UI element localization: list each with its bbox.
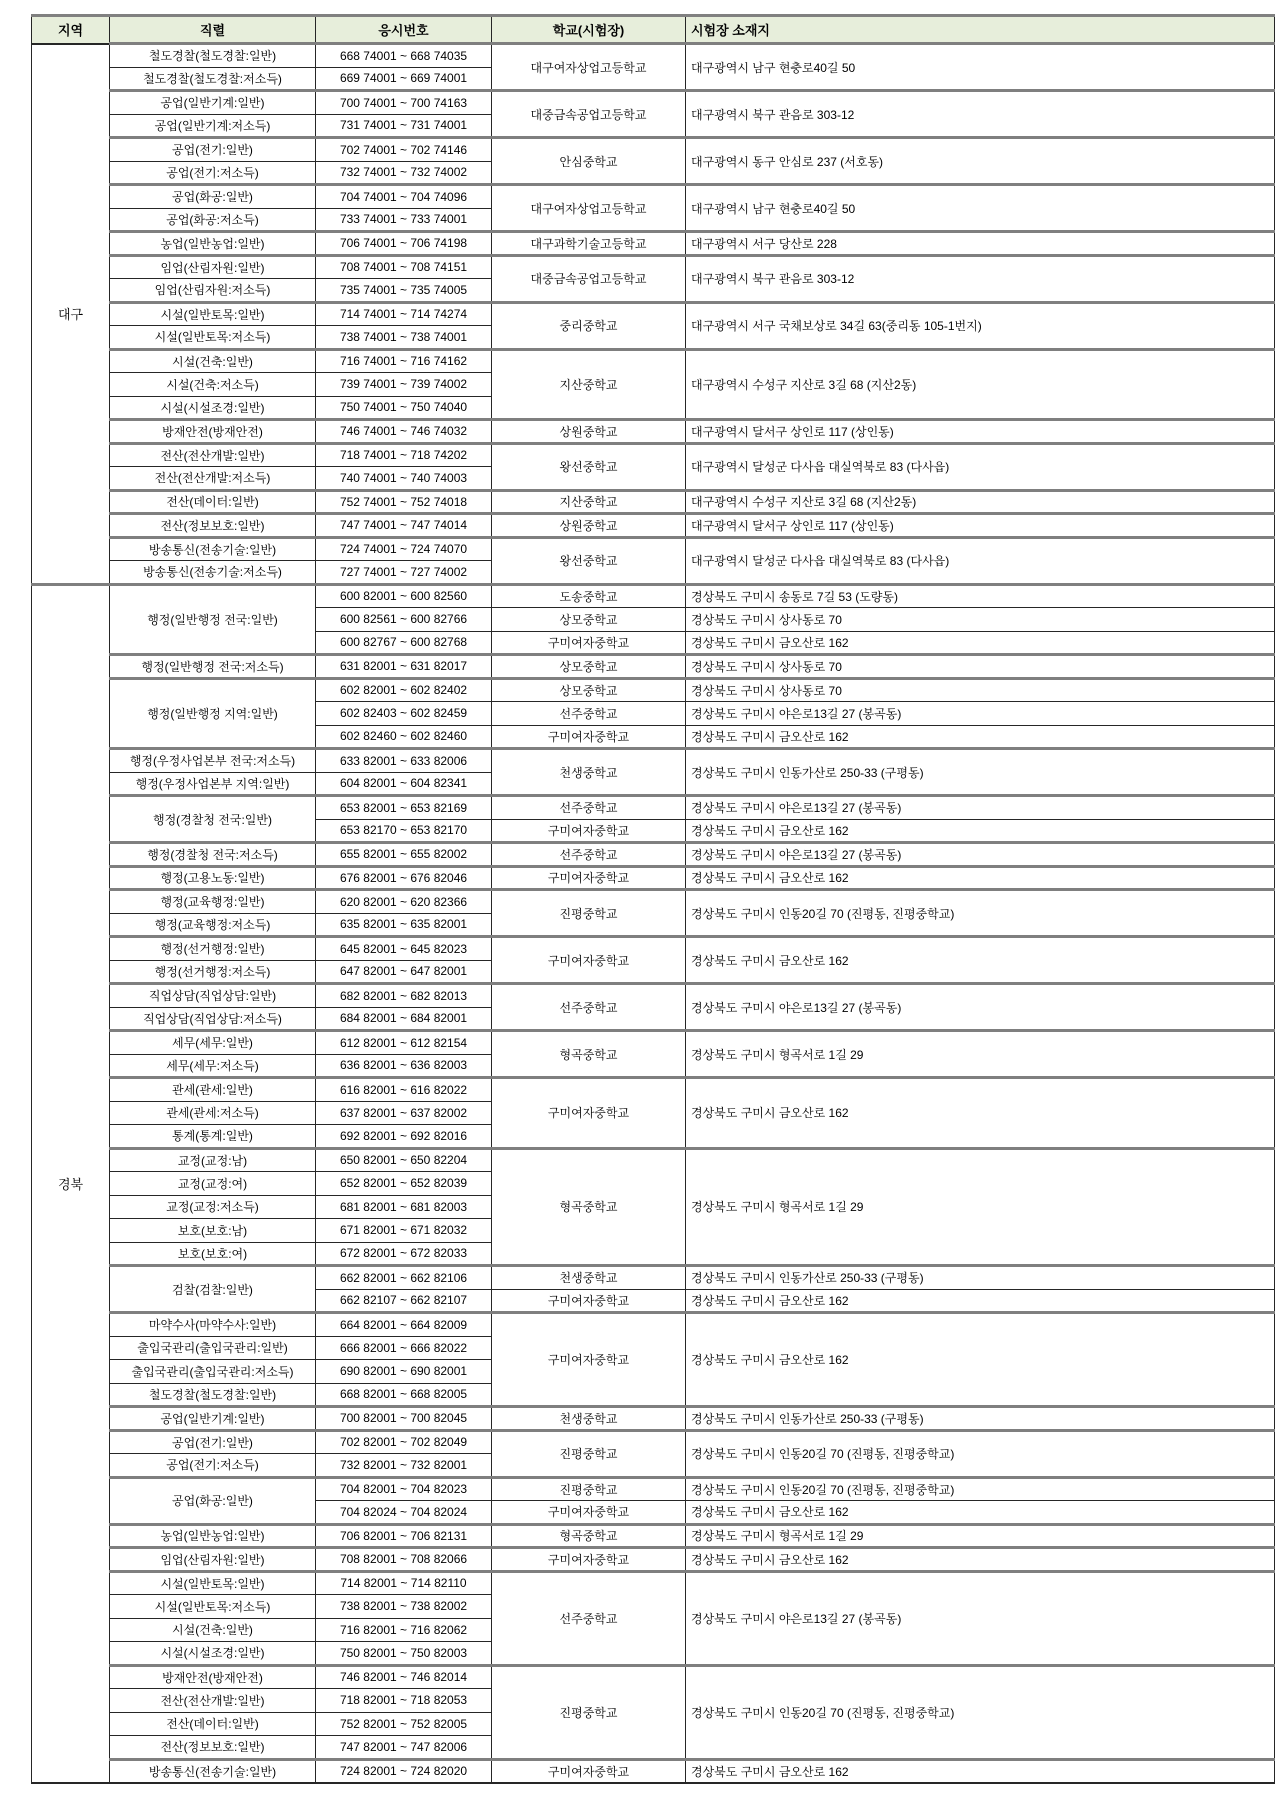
school-cell: 선주중학교 — [492, 796, 686, 820]
range-cell: 752 82001 ~ 752 82005 — [316, 1712, 492, 1736]
address-cell: 대구광역시 수성구 지산로 3길 68 (지산2동) — [686, 490, 1275, 514]
series-cell: 공업(화공:일반) — [110, 185, 316, 209]
range-cell: 612 82001 ~ 612 82154 — [316, 1031, 492, 1055]
series-cell: 방송통신(전송기술:일반) — [110, 537, 316, 561]
range-cell: 724 82001 ~ 724 82020 — [316, 1759, 492, 1783]
table-row — [32, 937, 1275, 961]
series-cell: 행정(교육행정:일반) — [110, 890, 316, 914]
range-cell: 752 74001 ~ 752 74018 — [316, 490, 492, 514]
series-cell: 공업(일반기계:일반) — [110, 1407, 316, 1431]
address-cell: 경상북도 구미시 금오산로 162 — [686, 819, 1275, 843]
table-row — [32, 984, 1275, 1008]
address-cell: 경상북도 구미시 야은로13길 27 (봉곡동) — [686, 984, 1275, 1031]
school-cell: 진평중학교 — [492, 890, 686, 937]
school-cell: 구미여자중학교 — [492, 725, 686, 749]
school-cell: 대구여자상업고등학교 — [492, 185, 686, 232]
school-cell: 진평중학교 — [492, 1430, 686, 1477]
range-cell: 706 82001 ~ 706 82131 — [316, 1524, 492, 1548]
range-cell: 727 74001 ~ 727 74002 — [316, 561, 492, 585]
series-cell: 행정(우정사업본부 지역:일반) — [110, 772, 316, 796]
school-cell: 대중금속공업고등학교 — [492, 255, 686, 302]
table-row — [32, 1148, 1275, 1172]
school-cell: 진평중학교 — [492, 1665, 686, 1759]
series-cell: 행정(일반행정 지역:일반) — [110, 678, 316, 749]
school-cell: 상모중학교 — [492, 678, 686, 702]
school-cell: 상원중학교 — [492, 514, 686, 538]
address-cell: 경상북도 구미시 야은로13길 27 (봉곡동) — [686, 843, 1275, 867]
range-cell: 645 82001 ~ 645 82023 — [316, 937, 492, 961]
range-cell: 664 82001 ~ 664 82009 — [316, 1313, 492, 1337]
school-cell: 구미여자중학교 — [492, 866, 686, 890]
range-cell: 735 74001 ~ 735 74005 — [316, 279, 492, 303]
table-row — [32, 1548, 1275, 1572]
range-cell: 668 74001 ~ 668 74035 — [316, 44, 492, 68]
table-row — [32, 866, 1275, 890]
table-row — [32, 1665, 1275, 1689]
address-cell: 경상북도 구미시 상사동로 70 — [686, 608, 1275, 632]
range-cell: 602 82460 ~ 602 82460 — [316, 725, 492, 749]
address-cell: 경상북도 구미시 형곡서로 1길 29 — [686, 1031, 1275, 1078]
school-cell: 구미여자중학교 — [492, 1289, 686, 1313]
series-cell: 행정(경찰청 전국:저소득) — [110, 843, 316, 867]
school-cell: 상모중학교 — [492, 608, 686, 632]
range-cell: 704 82001 ~ 704 82023 — [316, 1477, 492, 1501]
school-cell: 선주중학교 — [492, 984, 686, 1031]
series-cell: 교정(교정:저소득) — [110, 1195, 316, 1219]
table-row — [32, 843, 1275, 867]
table-row — [32, 1266, 1275, 1290]
series-cell: 시설(건축:일반) — [110, 349, 316, 373]
table-row — [32, 1477, 1275, 1501]
range-cell: 702 82001 ~ 702 82049 — [316, 1430, 492, 1454]
school-cell: 왕선중학교 — [492, 537, 686, 584]
range-cell: 666 82001 ~ 666 82022 — [316, 1336, 492, 1360]
series-cell: 행정(일반행정 전국:일반) — [110, 584, 316, 655]
series-cell: 보호(보호:여) — [110, 1242, 316, 1266]
range-cell: 650 82001 ~ 650 82204 — [316, 1148, 492, 1172]
address-cell: 경상북도 구미시 인동가산로 250-33 (구평동) — [686, 749, 1275, 796]
range-cell: 732 82001 ~ 732 82001 — [316, 1454, 492, 1478]
range-cell: 704 74001 ~ 704 74096 — [316, 185, 492, 209]
series-cell: 방재안전(방재안전) — [110, 1665, 316, 1689]
range-cell: 692 82001 ~ 692 82016 — [316, 1125, 492, 1149]
series-cell: 공업(일반기계:저소득) — [110, 114, 316, 138]
series-cell: 세무(세무:일반) — [110, 1031, 316, 1055]
table-row — [32, 1078, 1275, 1102]
school-cell: 중리중학교 — [492, 302, 686, 349]
table-row — [32, 44, 1275, 68]
school-cell: 형곡중학교 — [492, 1148, 686, 1266]
address-cell: 경상북도 구미시 야은로13길 27 (봉곡동) — [686, 702, 1275, 726]
range-cell: 739 74001 ~ 739 74002 — [316, 373, 492, 397]
range-cell: 600 82001 ~ 600 82560 — [316, 584, 492, 608]
series-cell: 시설(일반토목:저소득) — [110, 326, 316, 350]
range-cell: 732 74001 ~ 732 74002 — [316, 161, 492, 185]
address-cell: 경상북도 구미시 금오산로 162 — [686, 631, 1275, 655]
series-cell: 전산(전산개발:일반) — [110, 443, 316, 467]
series-cell: 시설(일반토목:일반) — [110, 302, 316, 326]
table-row — [32, 890, 1275, 914]
series-cell: 교정(교정:여) — [110, 1172, 316, 1196]
series-cell: 시설(시설조경:일반) — [110, 1642, 316, 1666]
address-cell: 경상북도 구미시 인동20길 70 (진평동, 진평중학교) — [686, 1477, 1275, 1501]
address-cell: 대구광역시 달성군 다사읍 대실역북로 83 (다사읍) — [686, 537, 1275, 584]
series-cell: 출입국관리(출입국관리:일반) — [110, 1336, 316, 1360]
school-cell: 상원중학교 — [492, 420, 686, 444]
table-row — [32, 255, 1275, 279]
range-cell: 620 82001 ~ 620 82366 — [316, 890, 492, 914]
table-row — [32, 138, 1275, 162]
range-cell: 706 74001 ~ 706 74198 — [316, 232, 492, 256]
series-cell: 전산(전산개발:저소득) — [110, 467, 316, 491]
series-cell: 공업(전기:저소득) — [110, 1454, 316, 1478]
range-cell: 682 82001 ~ 682 82013 — [316, 984, 492, 1008]
range-cell: 635 82001 ~ 635 82001 — [316, 913, 492, 937]
series-cell: 철도경찰(철도경찰:저소득) — [110, 67, 316, 91]
address-cell: 경상북도 구미시 금오산로 162 — [686, 866, 1275, 890]
table-row — [32, 185, 1275, 209]
series-cell: 행정(경찰청 전국:일반) — [110, 796, 316, 843]
series-cell: 철도경찰(철도경찰:일반) — [110, 44, 316, 68]
series-cell: 검찰(검찰:일반) — [110, 1266, 316, 1313]
address-cell: 경상북도 구미시 금오산로 162 — [686, 1759, 1275, 1783]
series-cell: 시설(일반토목:일반) — [110, 1571, 316, 1595]
table-header — [32, 16, 1275, 44]
address-cell: 경상북도 구미시 금오산로 162 — [686, 1313, 1275, 1407]
range-cell: 738 82001 ~ 738 82002 — [316, 1595, 492, 1619]
address-cell: 경상북도 구미시 인동20길 70 (진평동, 진평중학교) — [686, 1665, 1275, 1759]
address-cell: 대구광역시 달서구 상인로 117 (상인동) — [686, 420, 1275, 444]
table-row — [32, 443, 1275, 467]
address-cell: 경상북도 구미시 형곡서로 1길 29 — [686, 1524, 1275, 1548]
table-row — [32, 749, 1275, 773]
address-cell: 경상북도 구미시 야은로13길 27 (봉곡동) — [686, 796, 1275, 820]
range-cell: 746 74001 ~ 746 74032 — [316, 420, 492, 444]
address-cell: 경상북도 구미시 금오산로 162 — [686, 1501, 1275, 1525]
school-cell: 구미여자중학교 — [492, 1548, 686, 1572]
series-cell: 임업(산림자원:일반) — [110, 1548, 316, 1572]
table-row — [32, 537, 1275, 561]
school-cell: 형곡중학교 — [492, 1031, 686, 1078]
school-cell: 안심중학교 — [492, 138, 686, 185]
range-cell: 647 82001 ~ 647 82001 — [316, 960, 492, 984]
school-cell: 구미여자중학교 — [492, 1501, 686, 1525]
range-cell: 633 82001 ~ 633 82006 — [316, 749, 492, 773]
region-cell: 경북 — [32, 584, 110, 1783]
table-row — [32, 1313, 1275, 1337]
header-row — [32, 16, 1275, 44]
series-cell: 행정(우정사업본부 전국:저소득) — [110, 749, 316, 773]
region-cell: 대구 — [32, 44, 110, 585]
range-cell: 637 82001 ~ 637 82002 — [316, 1101, 492, 1125]
range-cell: 690 82001 ~ 690 82001 — [316, 1360, 492, 1384]
table-row — [32, 584, 1275, 608]
series-cell: 직업상담(직업상담:저소득) — [110, 1007, 316, 1031]
series-cell: 시설(건축:저소득) — [110, 373, 316, 397]
range-cell: 738 74001 ~ 738 74001 — [316, 326, 492, 350]
school-cell: 선주중학교 — [492, 702, 686, 726]
table-row — [32, 490, 1275, 514]
series-cell: 통계(통계:일반) — [110, 1125, 316, 1149]
range-cell: 662 82107 ~ 662 82107 — [316, 1289, 492, 1313]
range-cell: 672 82001 ~ 672 82033 — [316, 1242, 492, 1266]
school-cell: 지산중학교 — [492, 490, 686, 514]
range-cell: 708 74001 ~ 708 74151 — [316, 255, 492, 279]
school-cell: 구미여자중학교 — [492, 631, 686, 655]
school-cell: 진평중학교 — [492, 1477, 686, 1501]
range-cell: 733 74001 ~ 733 74001 — [316, 208, 492, 232]
header-cell: 학교(시험장) — [492, 16, 686, 44]
address-cell: 대구광역시 북구 관음로 303-12 — [686, 91, 1275, 138]
series-cell: 전산(데이터:일반) — [110, 1712, 316, 1736]
range-cell: 702 74001 ~ 702 74146 — [316, 138, 492, 162]
series-cell: 교정(교정:남) — [110, 1148, 316, 1172]
school-cell: 구미여자중학교 — [492, 1759, 686, 1783]
range-cell: 700 74001 ~ 700 74163 — [316, 91, 492, 115]
header-cell: 응시번호 — [316, 16, 492, 44]
school-cell: 선주중학교 — [492, 843, 686, 867]
table-row — [32, 655, 1275, 679]
address-cell: 경상북도 구미시 금오산로 162 — [686, 1078, 1275, 1149]
range-cell: 669 74001 ~ 669 74001 — [316, 67, 492, 91]
range-cell: 652 82001 ~ 652 82039 — [316, 1172, 492, 1196]
address-cell: 경상북도 구미시 상사동로 70 — [686, 655, 1275, 679]
school-cell: 지산중학교 — [492, 349, 686, 420]
address-cell: 경상북도 구미시 상사동로 70 — [686, 678, 1275, 702]
header-cell: 시험장 소재지 — [686, 16, 1275, 44]
series-cell: 세무(세무:저소득) — [110, 1054, 316, 1078]
address-cell: 대구광역시 달서구 상인로 117 (상인동) — [686, 514, 1275, 538]
school-cell: 구미여자중학교 — [492, 1313, 686, 1407]
table-row — [32, 1524, 1275, 1548]
range-cell: 714 74001 ~ 714 74274 — [316, 302, 492, 326]
address-cell: 경상북도 구미시 인동가산로 250-33 (구평동) — [686, 1266, 1275, 1290]
range-cell: 604 82001 ~ 604 82341 — [316, 772, 492, 796]
range-cell: 716 82001 ~ 716 82062 — [316, 1618, 492, 1642]
school-cell: 대중금속공업고등학교 — [492, 91, 686, 138]
series-cell: 출입국관리(출입국관리:저소득) — [110, 1360, 316, 1384]
series-cell: 공업(전기:저소득) — [110, 161, 316, 185]
address-cell: 대구광역시 달성군 다사읍 대실역북로 83 (다사읍) — [686, 443, 1275, 490]
table-row — [32, 302, 1275, 326]
range-cell: 662 82001 ~ 662 82106 — [316, 1266, 492, 1290]
range-cell: 718 82001 ~ 718 82053 — [316, 1689, 492, 1713]
range-cell: 747 74001 ~ 747 74014 — [316, 514, 492, 538]
series-cell: 관세(관세:저소득) — [110, 1101, 316, 1125]
address-cell: 경상북도 구미시 송동로 7길 53 (도량동) — [686, 584, 1275, 608]
school-cell: 도송중학교 — [492, 584, 686, 608]
range-cell: 746 82001 ~ 746 82014 — [316, 1665, 492, 1689]
series-cell: 공업(전기:일반) — [110, 138, 316, 162]
series-cell: 전산(데이터:일반) — [110, 490, 316, 514]
series-cell: 공업(화공:일반) — [110, 1477, 316, 1524]
range-cell: 631 82001 ~ 631 82017 — [316, 655, 492, 679]
series-cell: 공업(화공:저소득) — [110, 208, 316, 232]
series-cell: 행정(일반행정 전국:저소득) — [110, 655, 316, 679]
school-cell: 구미여자중학교 — [492, 819, 686, 843]
school-cell: 천생중학교 — [492, 749, 686, 796]
range-cell: 708 82001 ~ 708 82066 — [316, 1548, 492, 1572]
series-cell: 직업상담(직업상담:일반) — [110, 984, 316, 1008]
school-cell: 대구여자상업고등학교 — [492, 44, 686, 91]
address-cell: 대구광역시 남구 현충로40길 50 — [686, 185, 1275, 232]
series-cell: 시설(건축:일반) — [110, 1618, 316, 1642]
range-cell: 714 82001 ~ 714 82110 — [316, 1571, 492, 1595]
range-cell: 724 74001 ~ 724 74070 — [316, 537, 492, 561]
school-cell: 선주중학교 — [492, 1571, 686, 1665]
series-cell: 임업(산림자원:저소득) — [110, 279, 316, 303]
range-cell: 718 74001 ~ 718 74202 — [316, 443, 492, 467]
school-cell: 천생중학교 — [492, 1407, 686, 1431]
school-cell: 구미여자중학교 — [492, 937, 686, 984]
header-cell: 직렬 — [110, 16, 316, 44]
school-cell: 왕선중학교 — [492, 443, 686, 490]
range-cell: 653 82001 ~ 653 82169 — [316, 796, 492, 820]
table-row — [32, 796, 1275, 820]
range-cell: 655 82001 ~ 655 82002 — [316, 843, 492, 867]
school-cell: 구미여자중학교 — [492, 1078, 686, 1149]
range-cell: 700 82001 ~ 700 82045 — [316, 1407, 492, 1431]
table-row — [32, 1031, 1275, 1055]
table-row — [32, 91, 1275, 115]
series-cell: 농업(일반농업:일반) — [110, 232, 316, 256]
school-cell: 형곡중학교 — [492, 1524, 686, 1548]
table-row — [32, 1571, 1275, 1595]
table-row — [32, 232, 1275, 256]
series-cell: 방송통신(전송기술:저소득) — [110, 561, 316, 585]
address-cell: 경상북도 구미시 야은로13길 27 (봉곡동) — [686, 1571, 1275, 1665]
range-cell: 681 82001 ~ 681 82003 — [316, 1195, 492, 1219]
range-cell: 600 82561 ~ 600 82766 — [316, 608, 492, 632]
series-cell: 전산(정보보호:일반) — [110, 514, 316, 538]
table-row — [32, 678, 1275, 702]
series-cell: 전산(전산개발:일반) — [110, 1689, 316, 1713]
range-cell: 716 74001 ~ 716 74162 — [316, 349, 492, 373]
address-cell: 대구광역시 동구 안심로 237 (서호동) — [686, 138, 1275, 185]
address-cell: 경상북도 구미시 금오산로 162 — [686, 1548, 1275, 1572]
school-cell: 천생중학교 — [492, 1266, 686, 1290]
table-body — [32, 44, 1275, 1783]
address-cell: 대구광역시 남구 현충로40길 50 — [686, 44, 1275, 91]
range-cell: 602 82403 ~ 602 82459 — [316, 702, 492, 726]
range-cell: 616 82001 ~ 616 82022 — [316, 1078, 492, 1102]
series-cell: 행정(선거행정:일반) — [110, 937, 316, 961]
series-cell: 행정(고용노동:일반) — [110, 866, 316, 890]
address-cell: 경상북도 구미시 인동가산로 250-33 (구평동) — [686, 1407, 1275, 1431]
range-cell: 676 82001 ~ 676 82046 — [316, 866, 492, 890]
series-cell: 관세(관세:일반) — [110, 1078, 316, 1102]
series-cell: 시설(일반토목:저소득) — [110, 1595, 316, 1619]
range-cell: 636 82001 ~ 636 82003 — [316, 1054, 492, 1078]
address-cell: 대구광역시 수성구 지산로 3길 68 (지산2동) — [686, 349, 1275, 420]
table-row — [32, 420, 1275, 444]
series-cell: 행정(교육행정:저소득) — [110, 913, 316, 937]
school-cell: 대구과학기술고등학교 — [492, 232, 686, 256]
school-cell: 상모중학교 — [492, 655, 686, 679]
range-cell: 684 82001 ~ 684 82001 — [316, 1007, 492, 1031]
address-cell: 경상북도 구미시 인동20길 70 (진평동, 진평중학교) — [686, 1430, 1275, 1477]
address-cell: 경상북도 구미시 금오산로 162 — [686, 725, 1275, 749]
range-cell: 750 74001 ~ 750 74040 — [316, 396, 492, 420]
series-cell: 전산(정보보호:일반) — [110, 1736, 316, 1760]
address-cell: 경상북도 구미시 금오산로 162 — [686, 1289, 1275, 1313]
exam-site-table — [31, 14, 1275, 1784]
range-cell: 740 74001 ~ 740 74003 — [316, 467, 492, 491]
range-cell: 671 82001 ~ 671 82032 — [316, 1219, 492, 1243]
table-row — [32, 1407, 1275, 1431]
address-cell: 경상북도 구미시 인동20길 70 (진평동, 진평중학교) — [686, 890, 1275, 937]
range-cell: 600 82767 ~ 600 82768 — [316, 631, 492, 655]
series-cell: 농업(일반농업:일반) — [110, 1524, 316, 1548]
series-cell: 시설(시설조경:일반) — [110, 396, 316, 420]
series-cell: 행정(선거행정:저소득) — [110, 960, 316, 984]
range-cell: 653 82170 ~ 653 82170 — [316, 819, 492, 843]
series-cell: 임업(산림자원:일반) — [110, 255, 316, 279]
table-row — [32, 514, 1275, 538]
range-cell: 750 82001 ~ 750 82003 — [316, 1642, 492, 1666]
series-cell: 방송통신(전송기술:일반) — [110, 1759, 316, 1783]
series-cell: 공업(일반기계:일반) — [110, 91, 316, 115]
series-cell: 공업(전기:일반) — [110, 1430, 316, 1454]
range-cell: 747 82001 ~ 747 82006 — [316, 1736, 492, 1760]
range-cell: 668 82001 ~ 668 82005 — [316, 1383, 492, 1407]
address-cell: 경상북도 구미시 금오산로 162 — [686, 937, 1275, 984]
address-cell: 대구광역시 서구 국채보상로 34길 63(중리동 105-1번지) — [686, 302, 1275, 349]
range-cell: 602 82001 ~ 602 82402 — [316, 678, 492, 702]
address-cell: 대구광역시 북구 관음로 303-12 — [686, 255, 1275, 302]
series-cell: 철도경찰(철도경찰:일반) — [110, 1383, 316, 1407]
series-cell: 마약수사(마약수사:일반) — [110, 1313, 316, 1337]
address-cell: 대구광역시 서구 당산로 228 — [686, 232, 1275, 256]
range-cell: 731 74001 ~ 731 74001 — [316, 114, 492, 138]
table-row — [32, 349, 1275, 373]
series-cell: 방재안전(방재안전) — [110, 420, 316, 444]
table-row — [32, 1430, 1275, 1454]
range-cell: 704 82024 ~ 704 82024 — [316, 1501, 492, 1525]
address-cell: 경상북도 구미시 형곡서로 1길 29 — [686, 1148, 1275, 1266]
series-cell: 보호(보호:남) — [110, 1219, 316, 1243]
header-cell: 지역 — [32, 16, 110, 44]
table-row — [32, 1759, 1275, 1783]
